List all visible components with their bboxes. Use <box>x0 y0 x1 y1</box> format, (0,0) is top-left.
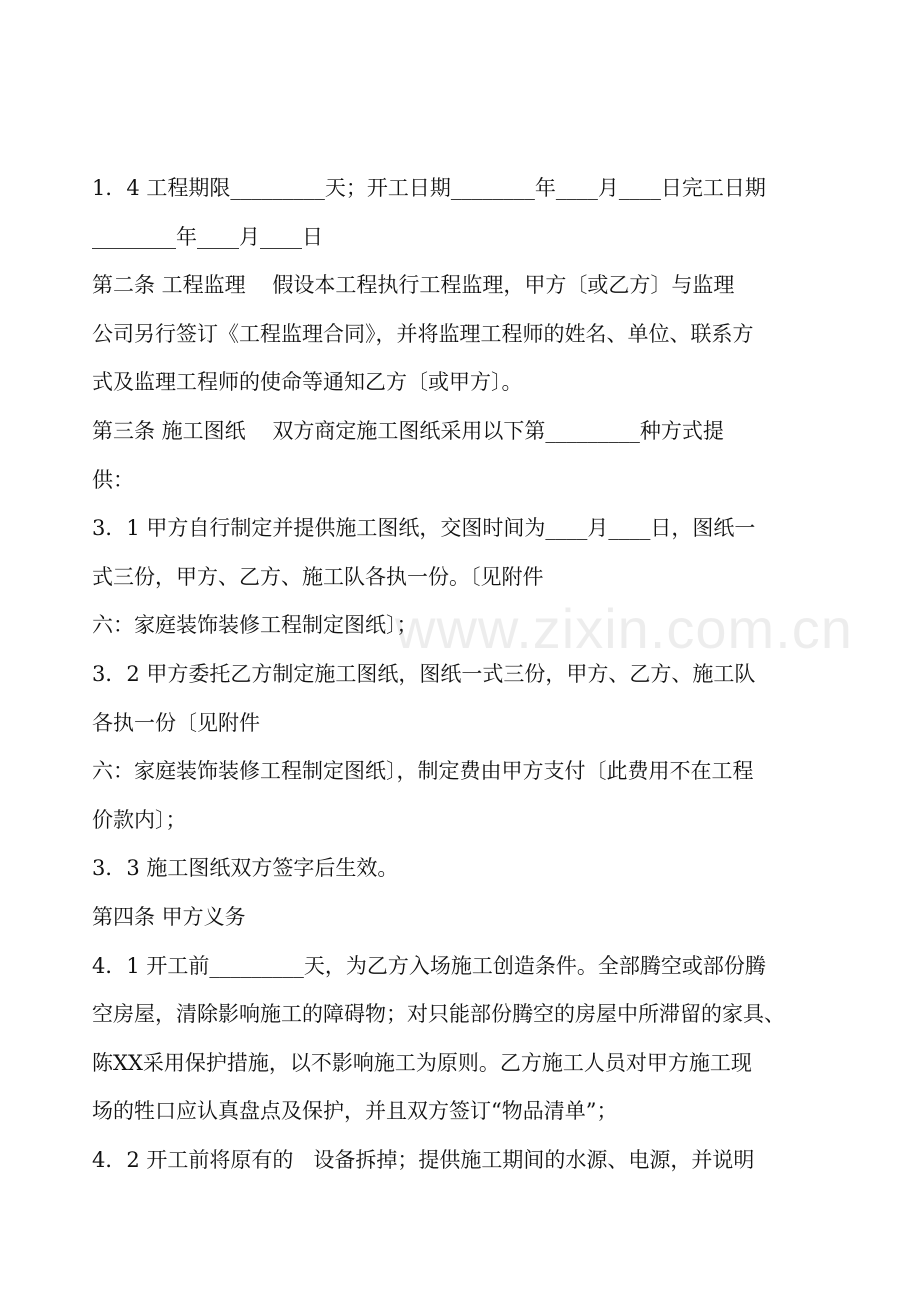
section-heading-line: 第三条 施工图纸 双方商定施工图纸采用以下第_________种方式提 <box>92 418 724 443</box>
section-heading-line: 第四条 甲方义务 <box>92 904 246 929</box>
text-line: 空房屋，清除影响施工的障碍物；对只能部份腾空的房屋中所滞留的家具、 <box>92 1002 785 1027</box>
text-line: 3．3 施工图纸双方签字后生效。 <box>92 856 399 881</box>
text-line: ________年____月____日 <box>92 224 323 249</box>
text-line: 各执一份〔见附件 <box>92 710 260 735</box>
text-line: 式三份，甲方、乙方、施工队各执一份。〔见附件 <box>92 564 544 589</box>
text-line: 4．1 开工前_________天，为乙方入场施工创造条件。全部腾空或部份腾 <box>92 953 766 978</box>
watermark: www.zixin.com.cn <box>395 597 853 660</box>
text-line: 价款内〕； <box>92 807 187 832</box>
text-line: 3．1 甲方自行制定并提供施工图纸，交图时间为____月____日，图纸一 <box>92 516 756 541</box>
text-line: 陈XX采用保护措施，以不影响施工为原则。乙方施工人员对甲方施工现 <box>92 1050 752 1075</box>
document-body <box>92 164 832 1184</box>
text-line: 1．4 工程期限_________天；开工日期________年____月____日完工日期 <box>92 176 766 200</box>
text-line: 六：家庭装饰装修工程制定图纸〕，制定费由甲方支付〔此费用不在工程 <box>92 759 754 784</box>
text-line: 3．2 甲方委托乙方制定施工图纸，图纸一式三份，甲方、乙方、施工队 <box>92 661 756 686</box>
text-line: 六：家庭装饰装修工程制定图纸〕； <box>92 613 418 638</box>
text-line: 场的牲口应认真盘点及保护，并且双方签订“物品清单”； <box>92 1099 618 1124</box>
section-heading-line: 第二条 工程监理 假设本工程执行工程监理，甲方〔或乙方〕与监理 <box>92 273 735 298</box>
text-line: 4．2 开工前将原有的 设备拆掉；提供施工期间的水源、电源，并说明 <box>92 1147 755 1172</box>
text-line: 供： <box>92 467 134 492</box>
text-line: 公司另行签订《工程监理合同》，并将监理工程师的姓名、单位、联系方 <box>92 321 754 346</box>
text-line: 式及监理工程师的使命等通知乙方〔或甲方〕。 <box>92 370 523 395</box>
